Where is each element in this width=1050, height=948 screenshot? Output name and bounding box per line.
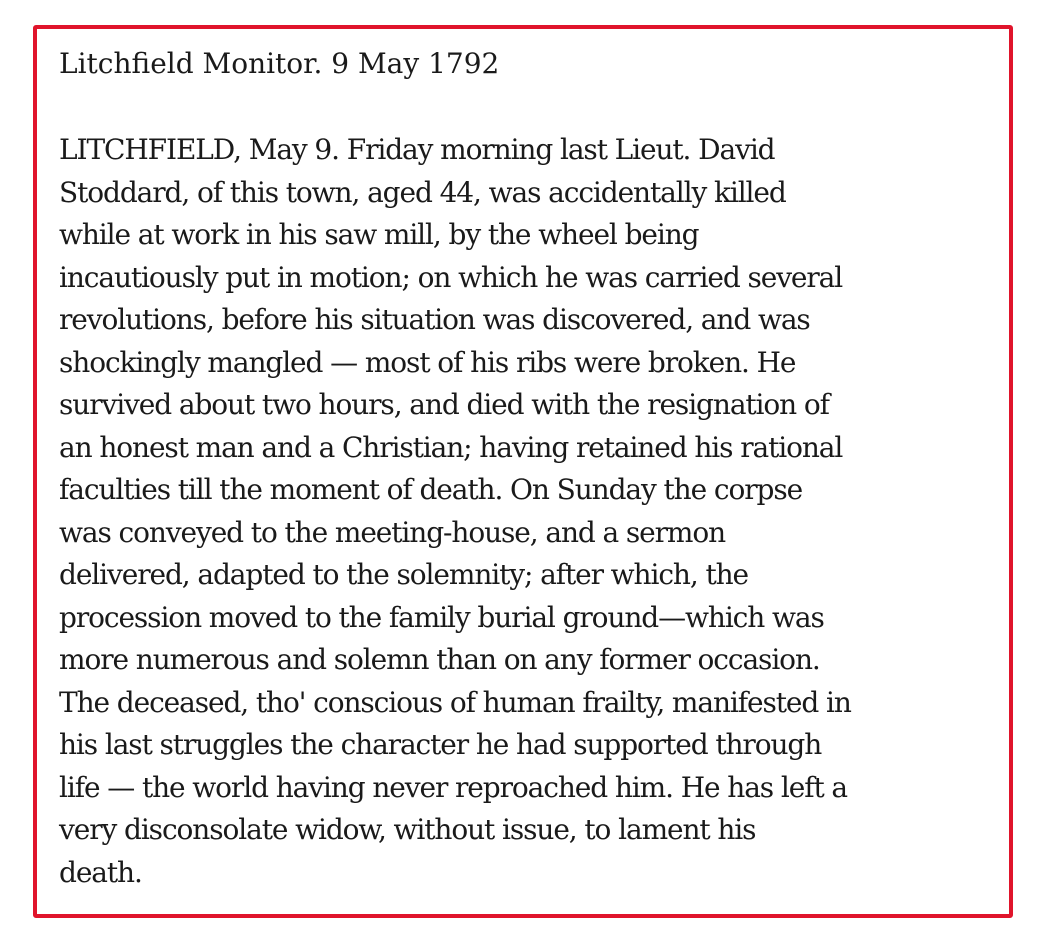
article-line: while at work in his saw mill, by the wheel being <box>59 218 699 251</box>
article-line: The deceased, tho' conscious of human frailty, manifested in <box>59 685 851 719</box>
article-line: life — the world having never reproached him. He has left a <box>59 770 848 804</box>
article-line: his last struggles the character he had supported through <box>59 728 822 761</box>
article-line: survived about two hours, and died with the resignation of <box>59 388 829 421</box>
article-heading: Litchfield Monitor. 9 May 1792 <box>59 47 500 80</box>
article-line: delivered, adapted to the solemnity; after which, the <box>59 558 749 591</box>
article-line: more numerous and solemn than on any former occasion. <box>59 643 820 676</box>
article-line: was conveyed to the meeting-house, and a sermon <box>59 515 726 549</box>
article-line: incautiously put in motion; on which he was carried several <box>59 260 843 294</box>
article-line: an honest man and a Christian; having retained his rational <box>59 430 843 464</box>
article-content <box>59 43 994 894</box>
article-line: revolutions, before his situation was discovered, and was <box>59 303 810 336</box>
article-body <box>59 129 994 894</box>
article-frame <box>33 25 1013 918</box>
article-line: faculties till the moment of death. On Sunday the corpse <box>59 473 803 506</box>
article-line: shockingly mangled — most of his ribs were broken. He <box>59 345 796 379</box>
article-line: LITCHFIELD, May 9. Friday morning last Lieut. David <box>59 133 775 166</box>
article-line: Stoddard, of this town, aged 44, was accidentally killed <box>59 175 786 209</box>
article-line: procession moved to the family burial ground—which was <box>59 600 824 634</box>
article-line: death. <box>59 855 142 889</box>
article-line: very disconsolate widow, without issue, to lament his <box>59 813 756 846</box>
